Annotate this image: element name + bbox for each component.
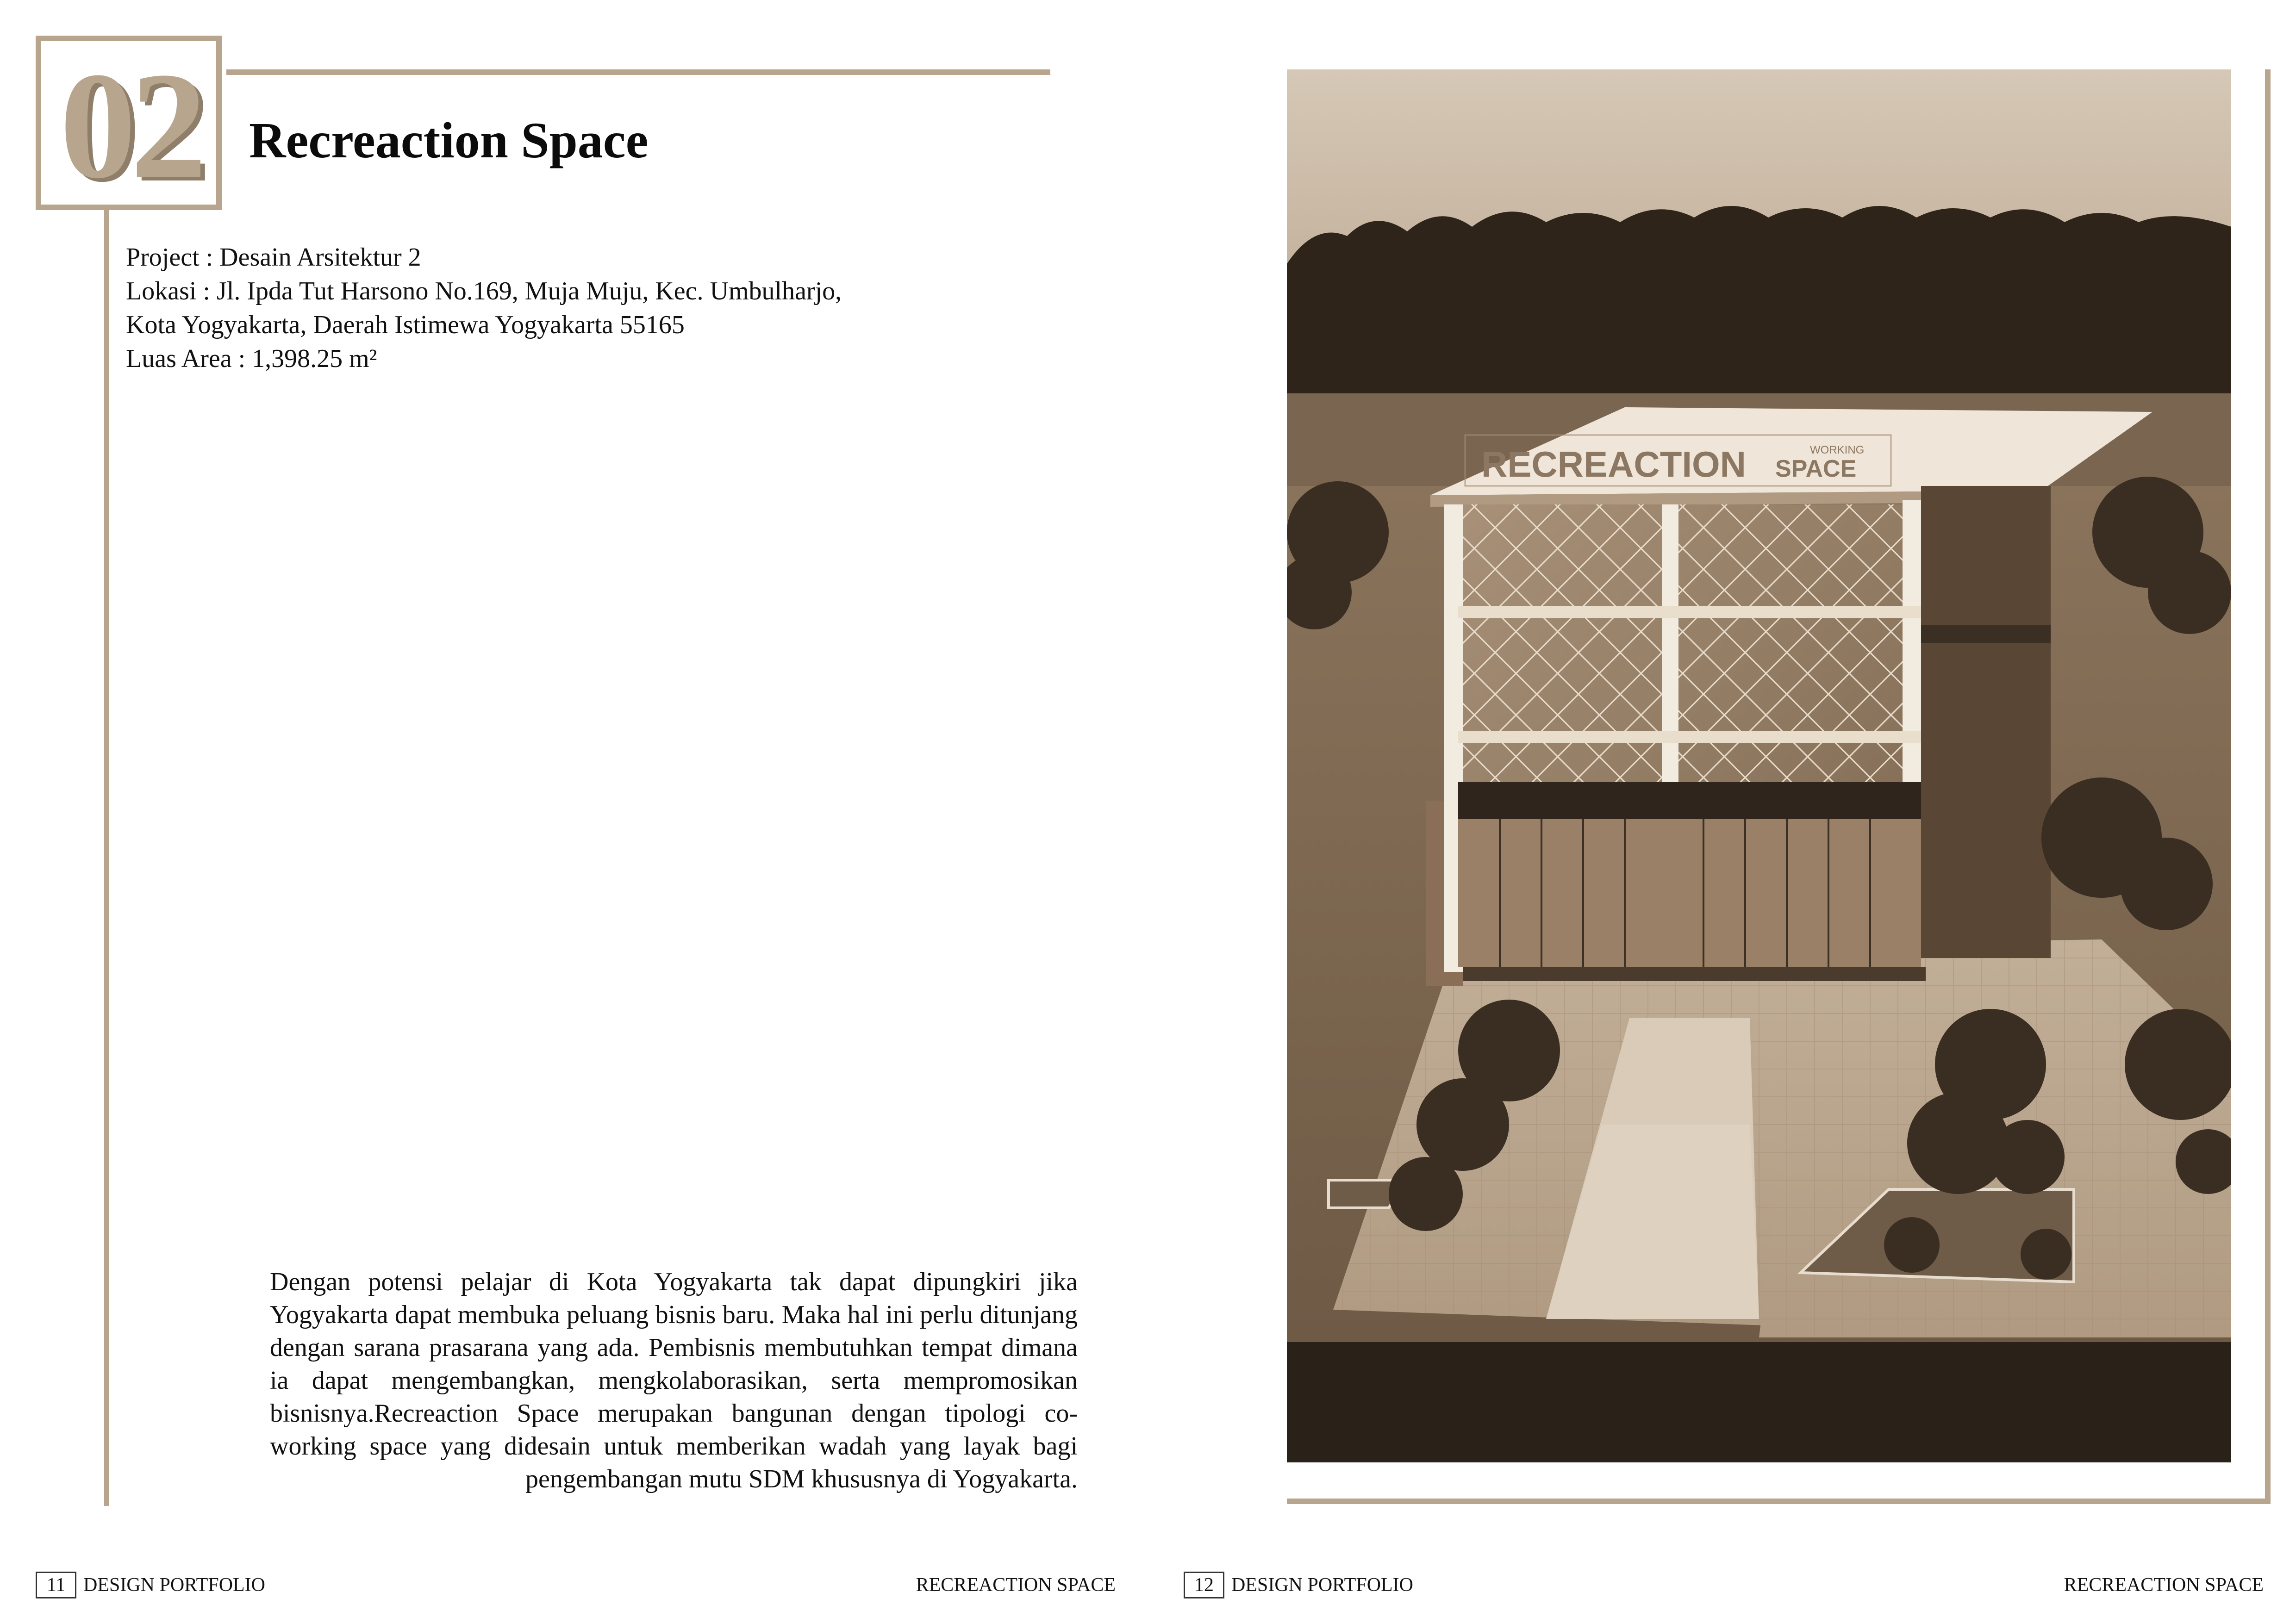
header-rule <box>226 69 1050 75</box>
meta-line: Luas Area : 1,398.25 m² <box>126 344 377 373</box>
building <box>1430 407 2152 981</box>
meta-line: Lokasi : Jl. Ipda Tut Harsono No.169, Muja Muju, Kec. Umbulharjo, <box>126 277 842 305</box>
right-page <box>1148 0 2296 1623</box>
frame-rule-horizontal <box>1287 1499 2271 1504</box>
footer-project-name: RECREACTION SPACE <box>916 1574 1116 1596</box>
footer-left <box>0 1572 1148 1599</box>
footer-label: DESIGN PORTFOLIO <box>83 1574 265 1596</box>
sign-space-text: SPACE <box>1775 455 1857 482</box>
tree-line <box>1287 206 2231 412</box>
side-rule <box>104 210 109 1506</box>
frame-rule-vertical <box>2265 69 2271 1504</box>
building-render <box>1287 69 2231 1462</box>
page-number: 11 <box>36 1572 76 1598</box>
section-number-box <box>36 36 222 210</box>
footer-label: DESIGN PORTFOLIO <box>1231 1574 1413 1596</box>
street <box>1287 1342 2231 1462</box>
section-number: 02 <box>60 41 201 210</box>
project-meta <box>126 241 842 376</box>
meta-line: Project : Desain Arsitektur 2 <box>126 243 421 272</box>
sign-small-text: WORKING <box>1810 444 1865 456</box>
project-description: Dengan potensi pelajar di Kota Yogyakarta tak dapat dipungkiri jika Yogyakarta dapat membuka peluang bisnis baru. Maka hal ini perlu ditunjang dengan sarana prasarana yang ada. Pembisnis membutuhkan tempat dimana ia dapat mengembangkan, mengkolaborasikan, serta mempromosikan bisnisnya.Recreaction Space merupakan bangunan dengan tipologi co-working space yang didesain untuk memberikan wadah yang layak bagi pengembangan mutu SDM khususnya di Yogyakarta. <box>270 1268 1078 1493</box>
footer-right <box>1148 1572 2296 1599</box>
render-illustration <box>1287 69 2231 1462</box>
page-title: Recreaction Space <box>249 112 649 168</box>
wood-panel <box>1921 486 2051 958</box>
footer-project-name: RECREACTION SPACE <box>2064 1574 2264 1596</box>
meta-line: Kota Yogyakarta, Daerah Istimewa Yogyakarta 55165 <box>126 311 685 339</box>
sign-main-text: RECREACTION <box>1481 444 1747 485</box>
page-number: 12 <box>1184 1572 1224 1598</box>
